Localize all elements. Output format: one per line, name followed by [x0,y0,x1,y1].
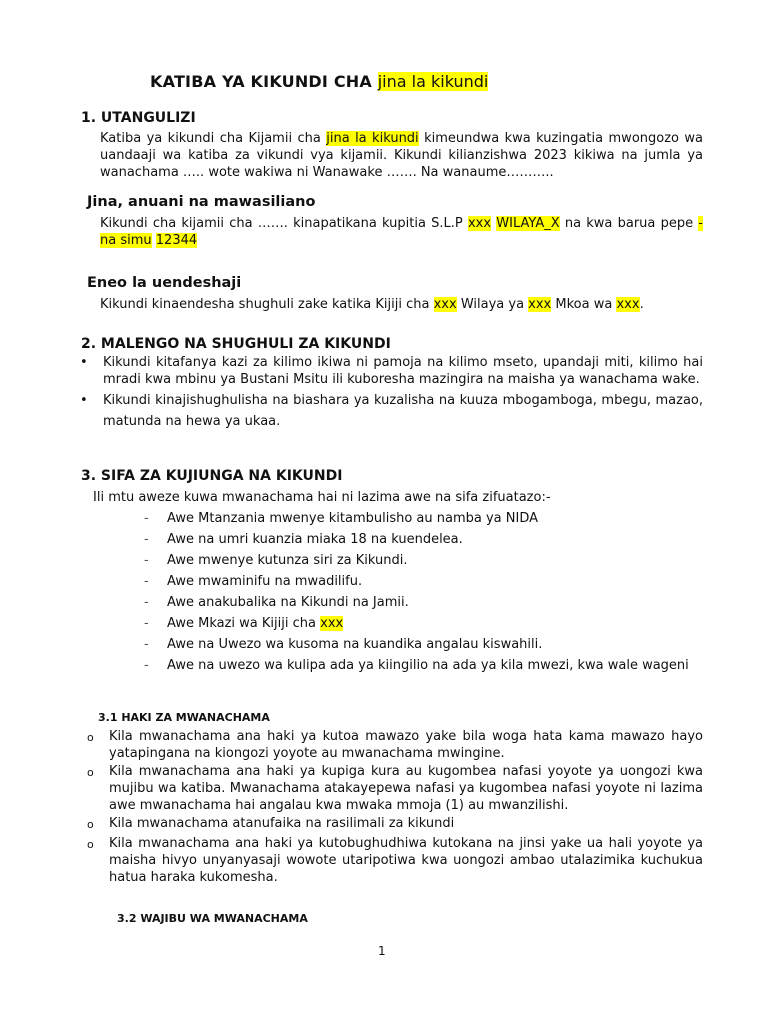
highlight-run: xxx [528,297,552,312]
list-item-text: Kikundi kitafanya kazi za kilimo ikiwa ni pamoja na kilimo mseto, upandaji miti, kilimo hai mradi kwa mbinu ya Bustani Msitu ili kuboresha mazingira na maisha ya wanachama wake. [103,355,703,387]
highlight-run: WILAYA_X [496,216,560,231]
list-item-text: Awe Mkazi wa Kijiji cha [167,616,321,631]
section-1-paragraph [100,130,703,181]
list-item-text: Kikundi kinajishughulisha na biashara ya kuzalisha na kuuza mbogamboga, mbegu, mazao, matunda na hewa ya ukaa. [103,393,703,429]
list-item-text: Awe mwaminifu na mwadilifu. [167,574,363,589]
list-item [144,636,703,657]
text-run: . [639,297,644,312]
section-2-heading: 2. MALENGO NA SHUGHULI ZA KIKUNDI [81,336,391,352]
list-item [144,657,703,691]
section-2-list [80,354,703,432]
circle-bullet-icon: o [87,731,94,744]
document-title [150,72,488,91]
circle-bullet-icon: o [87,766,94,779]
list-item [86,835,703,886]
dash-icon: - [144,637,149,652]
highlight-run: xxx [320,616,344,631]
list-item-text: Awe mwenye kutunza siri za Kikundi. [167,553,408,568]
title-text: KATIBA YA KIKUNDI CHA [150,72,372,91]
list-item-text: Kila mwanachama atanufaika na rasilimali za kikundi [109,816,455,831]
list-item-text: Awe na uwezo wa kulipa ada ya kiingilio na ada ya kila mwezi, kwa wale wageni [167,658,689,673]
wajibu-heading: 3.2 WAJIBU WA MWANACHAMA [117,912,308,925]
highlight-run: - na simu [100,216,703,248]
section-3-intro: Ili mtu aweze kuwa mwanachama hai ni lazima awe na sifa zifuatazo:- [93,490,551,505]
bullet-icon: • [80,393,88,408]
list-item [80,354,703,388]
highlight-run: xxx [616,297,640,312]
section-1-heading: 1. UTANGULIZI [81,110,196,126]
list-item [80,390,703,432]
text-run: kimeundwa kwa kuzingatia mwongozo wa uandaaji wa katiba za vikundi vya kijamii. Kikundi kilianzishwa 2023 kikiwa na jumla ya wanachama ….. wote wakiwa ni Wanawake ……. Na wanaume……….. [100,131,704,180]
eneo-heading: Eneo la uendeshaji [87,275,242,291]
list-item-text: Kila mwanachama ana haki ya kutobughudhiwa kutokana na jinsi yake ua hali yoyote ya maisha hivyo unyanyasaji wowote utaripotiwa kwa uongozi ambao utalazimika kuchukua hatua haraka kukomesha. [109,836,703,885]
dash-icon: - [144,553,149,568]
list-item [144,615,703,636]
text-run: Wilaya ya [456,297,529,312]
section-3-heading: 3. SIFA ZA KUJIUNGA NA KIKUNDI [81,468,343,484]
list-item [144,552,703,573]
list-item [144,594,703,615]
jina-heading: Jina, anuani na mawasiliano [87,194,316,210]
jina-paragraph [100,215,703,249]
dash-icon: - [144,574,149,589]
list-item-text: Kila mwanachama ana haki ya kupiga kura au kugombea nafasi yoyote ya uongozi kwa mujibu wa katiba. Mwanachama atakayepewa nafasi ya kugombea nafasi yoyote ni lazima awe mwanachama hai angalau kwa mwaka mmoja (1) au mwanzilishi. [109,764,703,813]
sifa-list [144,510,703,691]
list-item [86,728,703,762]
dash-icon: - [144,595,149,610]
circle-bullet-icon: o [87,838,94,851]
list-item-text: Awe anakubalika na Kikundi na Jamii. [167,595,409,610]
list-item [144,531,703,552]
haki-heading: 3.1 HAKI ZA MWANACHAMA [98,711,270,724]
list-item-text: Awe na Uwezo wa kusoma na kuandika angalau kiswahili. [167,637,543,652]
highlight-run: xxx [433,297,457,312]
highlight-run: xxx [467,216,492,231]
eneo-paragraph [100,296,644,313]
list-item [144,510,703,531]
dash-icon: - [144,532,149,547]
list-item-text: Awe Mtanzania mwenye kitambulisho au namba ya NIDA [167,511,539,526]
highlight-run: 12344 [155,233,198,248]
highlight-run: jina la kikundi [326,131,419,146]
text-run: Kikundi cha kijamii cha ……. kinapatikana kupitia S.L.P [100,216,468,231]
list-item-text: Awe na umri kuanzia miaka 18 na kuendelea. [167,532,463,547]
list-item-text: Kila mwanachama ana haki ya kutoa mawazo yake bila woga hata kama mawazo hayo yatapingana na kiongozi yoyote au mwanachama mwingine. [109,729,703,761]
text-run: Mkoa wa [551,297,617,312]
text-run: na kwa barua pepe [559,216,699,231]
list-item [86,815,703,832]
bullet-icon: • [80,355,88,370]
dash-icon: - [144,616,149,631]
page-number: 1 [378,944,386,958]
list-item [86,763,703,814]
list-item [144,573,703,594]
dash-icon: - [144,658,149,673]
text-run: Kikundi kinaendesha shughuli zake katika Kijiji cha [100,297,434,312]
circle-bullet-icon: o [87,818,94,831]
haki-list [86,728,703,887]
title-placeholder-highlight: jina la kikundi [377,72,489,91]
text-run: Katiba ya kikundi cha Kijamii cha [100,131,327,146]
dash-icon: - [144,511,149,526]
